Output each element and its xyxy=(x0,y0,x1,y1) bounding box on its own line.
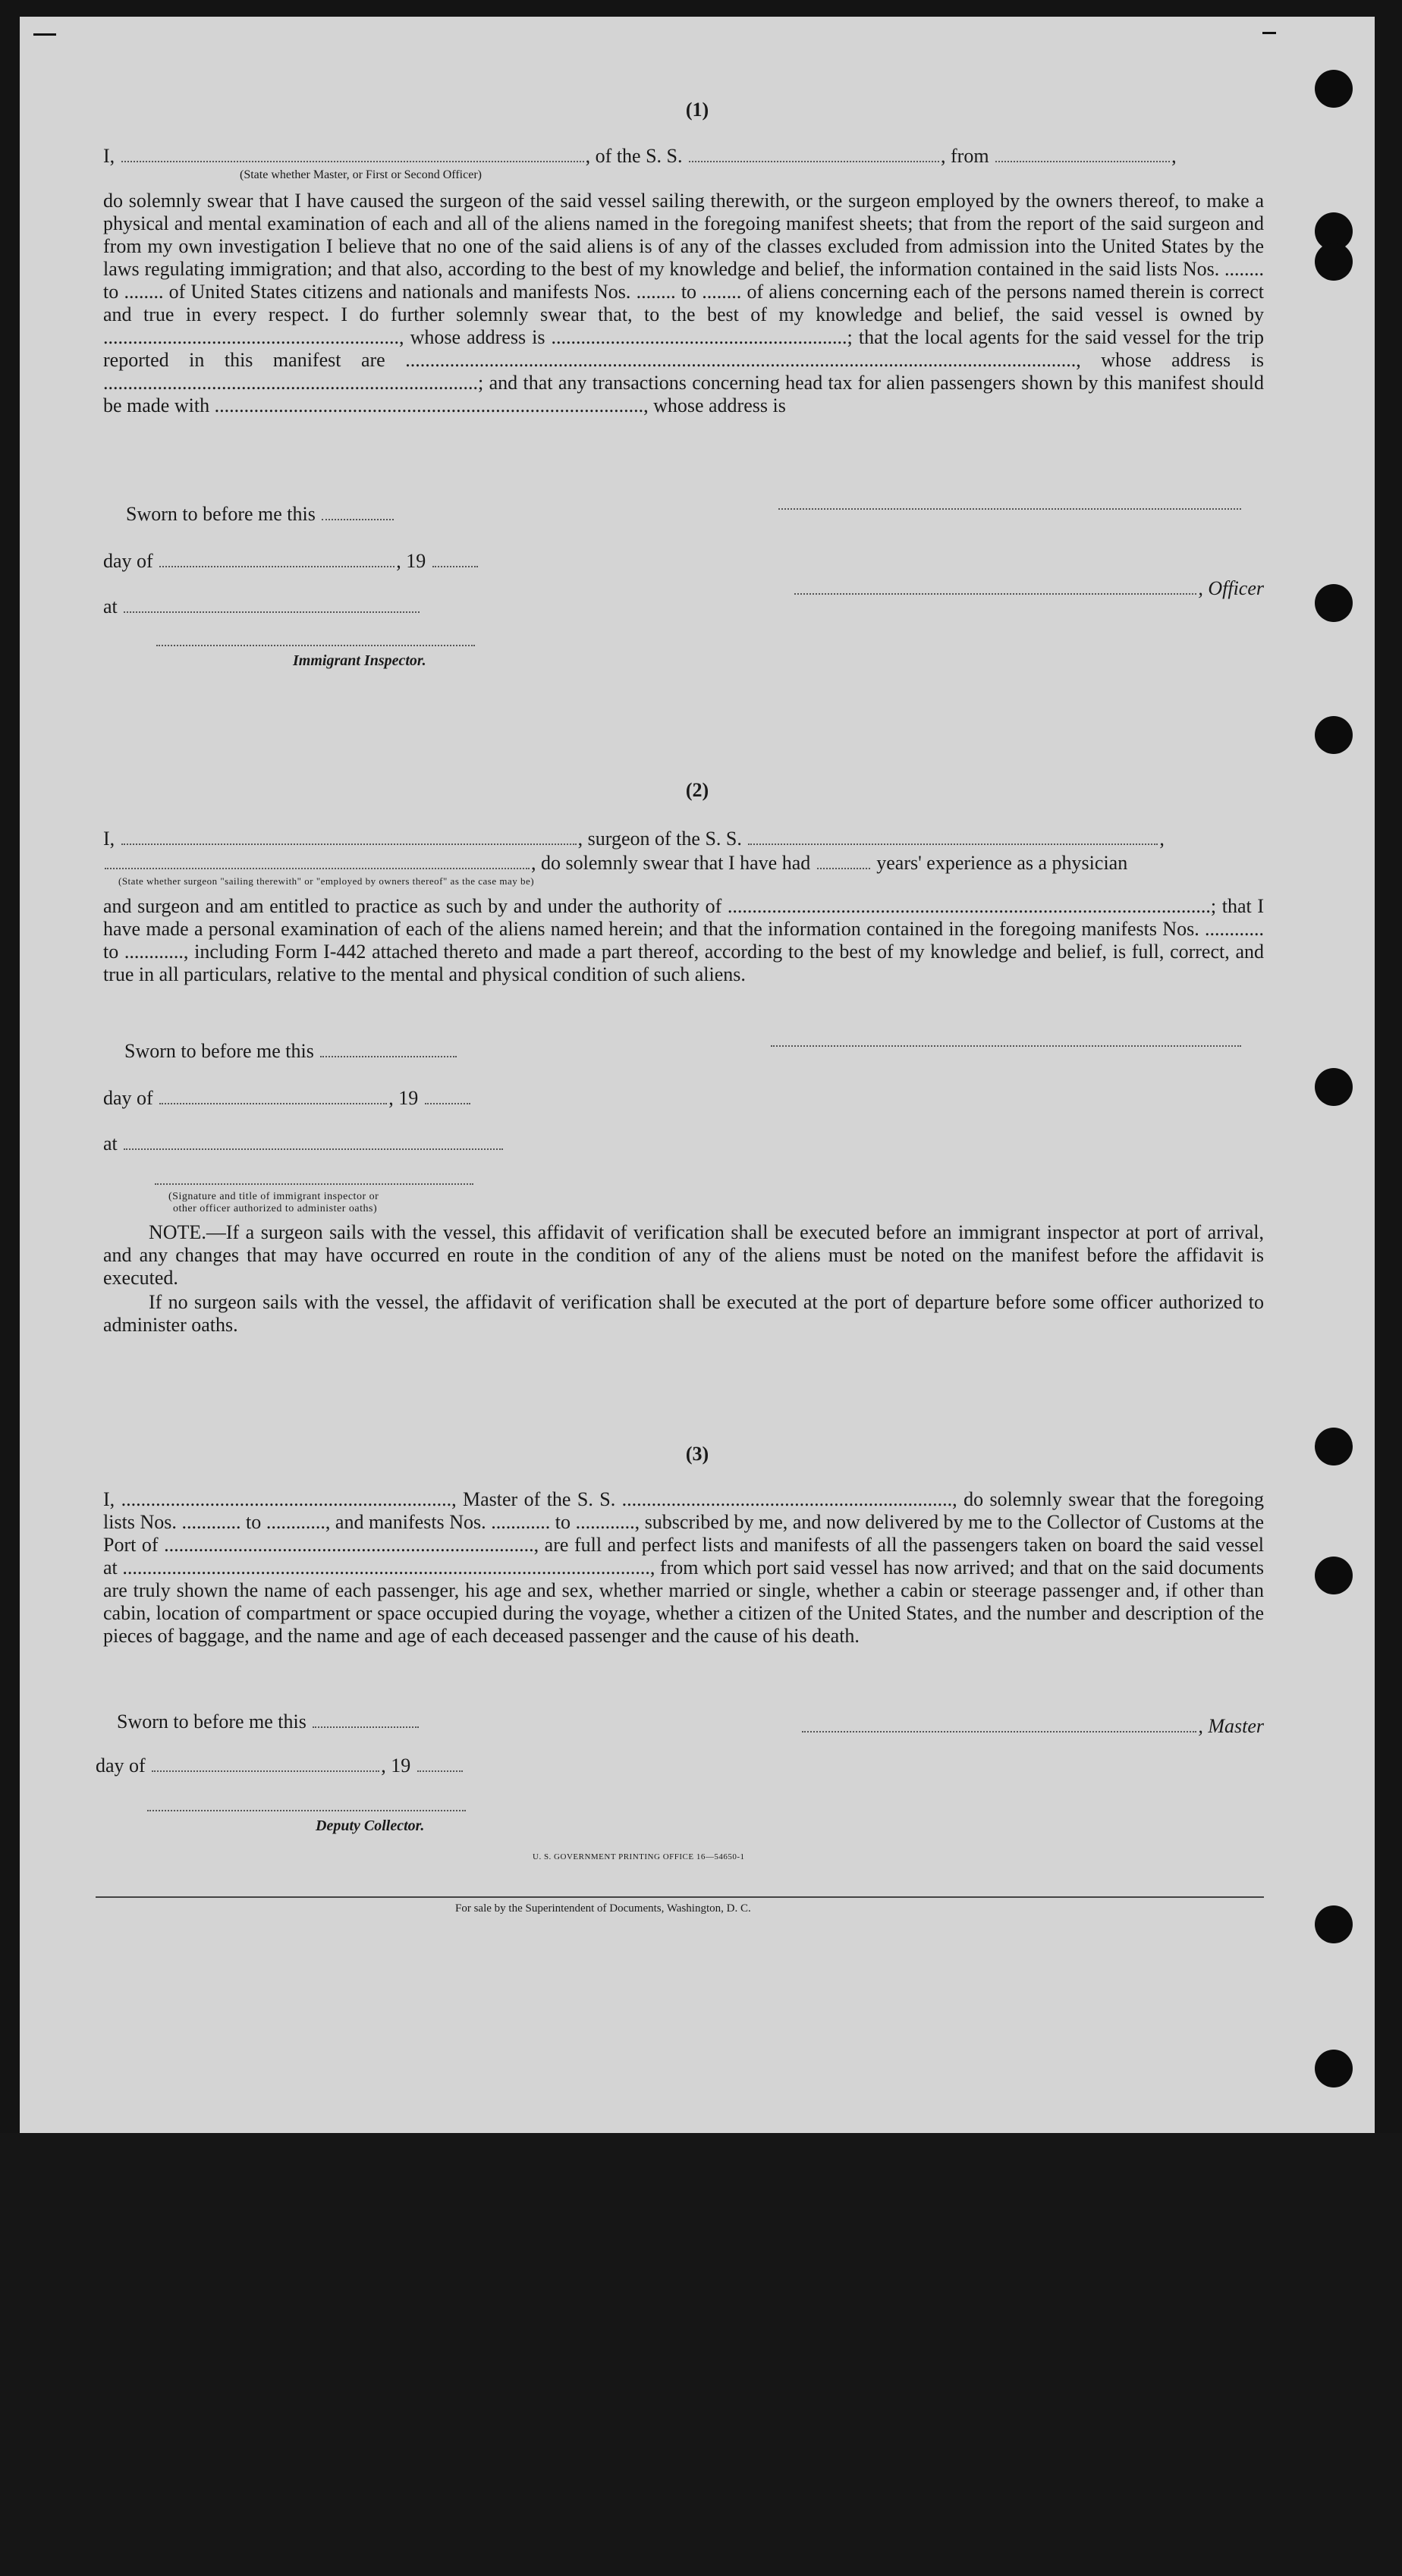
inspector-signature-line-2[interactable] xyxy=(155,1183,473,1185)
note-paragraph-2: If no surgeon sails with the vessel, the affidavit of verification shall be executed at the port of departure before some officer authorized to administer oaths. xyxy=(103,1291,1264,1336)
day-field[interactable] xyxy=(159,549,395,567)
officer-field[interactable] xyxy=(121,144,584,162)
punch-hole xyxy=(1315,1557,1353,1594)
signature-line-1[interactable] xyxy=(778,508,1241,510)
for-sale-note: For sale by the Superintendent of Documents, Washington, D. C. xyxy=(455,1902,751,1915)
year-field[interactable] xyxy=(432,549,478,567)
punch-hole xyxy=(1315,716,1353,754)
year-field-3[interactable] xyxy=(417,1754,463,1772)
section-2-first-line: I, , surgeon of the S. S. , xyxy=(103,828,1165,850)
footer-rule xyxy=(96,1896,1264,1898)
at-field-2[interactable] xyxy=(124,1132,503,1150)
officer-signature-field[interactable] xyxy=(794,576,1196,595)
signature-line-2[interactable] xyxy=(771,1045,1241,1047)
deputy-signature-line[interactable] xyxy=(147,1810,466,1811)
vessel-field[interactable] xyxy=(689,144,939,162)
officer-note: (State whether Master, or First or Second Officer) xyxy=(240,168,482,181)
sworn-2: Sworn to before me this xyxy=(124,1039,1285,1063)
day-of-1: day of , 19 xyxy=(103,549,1264,573)
punch-hole xyxy=(1315,2050,1353,2088)
sworn-date-field-3[interactable] xyxy=(313,1710,419,1728)
punch-hole xyxy=(1315,1068,1353,1106)
officer-line: , Officer xyxy=(771,576,1264,600)
surgeon-vessel-field[interactable] xyxy=(748,827,1158,845)
section-2-paragraph: and surgeon and am entitled to practice as such by and under the authority of ..................................................................................................; that I have made a personal examination of each of the aliens named herein; and that the information contained in the foregoing manifests Nos. ............ to ............, including Form I-442 attached thereto and made a part thereof, according to the best of my knowledge and belief, is full, correct, and true in all particulars, relative to the mental and physical condition of such aliens. xyxy=(103,895,1264,985)
day-field-3[interactable] xyxy=(152,1754,379,1772)
surgeon-note: (State whether surgeon "sailing therewith" or "employed by owners thereof" as the case may be) xyxy=(118,875,535,887)
surgeon-name-field[interactable] xyxy=(121,827,577,845)
printing-office: U. S. GOVERNMENT PRINTING OFFICE 16—54650-1 xyxy=(533,1852,745,1861)
master-line: , Master xyxy=(763,1714,1264,1738)
at-1: at xyxy=(103,595,1264,618)
section-2-second-line: , do solemnly swear that I have had years' experience as a physician xyxy=(103,851,1264,875)
year-field-2[interactable] xyxy=(425,1086,470,1104)
inspector-signature-line[interactable] xyxy=(156,645,475,646)
section-1-paragraph: do solemnly swear that I have caused the surgeon of the said vessel sailing therewith, or the surgeon employed by the owners thereof, to make a physical and mental examination of each and all of the aliens named in the foregoing manifest sheets; that from the report of the said surgeon and from my own investigation I believe that no one of the said aliens is of any of the classes excluded from admission into the United States by the laws regulating immigration; and that also, according to the best of my knowledge and belief, the information contained in the said lists Nos. ........ to ........ of United States citizens and nationals and manifests Nos. ........ to ........ of aliens concerning each of the persons named therein is correct and true in every respect. I do further solemnly swear that, to the best of my knowledge and belief, the said vessel is owned by ............................................................, whose address is ............................................................; that the local agents for the said vessel for the trip reported in this manifest are ........................................................................................................................................, whose address is ............................................................................; and that any transactions concerning head tax for alien passengers shown by this manifest should be made with ......................................................................................., whose address is xyxy=(103,190,1264,416)
from-field[interactable] xyxy=(995,144,1170,162)
punch-hole xyxy=(1315,1905,1353,1943)
day-of-3: day of , 19 xyxy=(96,1754,1256,1777)
day-field-2[interactable] xyxy=(159,1086,387,1104)
section-1-first-line: I, , of the S. S. , from , xyxy=(103,145,1177,167)
punch-hole xyxy=(1315,243,1353,281)
at-field[interactable] xyxy=(124,595,420,613)
master-signature-field[interactable] xyxy=(802,1714,1196,1733)
scan-background xyxy=(0,2133,1402,2576)
sig-note-1: (Signature and title of immigrant inspector or xyxy=(168,1191,379,1202)
inspector-label: Immigrant Inspector. xyxy=(293,652,426,669)
at-2: at xyxy=(103,1132,1264,1155)
scan-mark xyxy=(1262,32,1276,34)
note-paragraph-1: NOTE.—If a surgeon sails with the vessel, this affidavit of verification shall be executed before an immigrant inspector at port of arrival, and any changes that may have occurred en route in the condition of any of the aliens must be noted on the manifest before the affidavit is executed. xyxy=(103,1221,1264,1289)
sworn-date-field-2[interactable] xyxy=(320,1039,457,1057)
punch-hole xyxy=(1315,584,1353,622)
scan-mark xyxy=(33,33,56,36)
sig-note-2: other officer authorized to administer oaths) xyxy=(173,1203,378,1214)
sworn-date-field[interactable] xyxy=(322,502,394,520)
day-of-2: day of , 19 xyxy=(103,1086,1264,1110)
form-page xyxy=(20,17,1375,2133)
section-2-number: (2) xyxy=(685,779,709,801)
section-1-number: (1) xyxy=(685,99,709,121)
sworn-1: Sworn to before me this xyxy=(126,502,1287,526)
deputy-label: Deputy Collector. xyxy=(316,1817,425,1834)
surgeon-type-field[interactable] xyxy=(105,851,530,869)
years-field[interactable] xyxy=(817,851,870,869)
section-3-number: (3) xyxy=(685,1443,709,1465)
section-3-paragraph: I, ..................................................................., Master of the S. S. ..................................................................., do solemnly swear that the foregoing lists Nos. ............ to ............, and manifests Nos. ............ to ............, subscribed by me, and now delivered by me to the Collector of Customs at the Port of ..........................................................................., are full and perfect lists and manifests of all the passengers taken on board the said vessel at ..........................................................................................................., from which port said vessel has now arrived; and that on the said documents are truly shown the name of each passenger, his age and sex, whether married or single, whether a cabin or steerage passenger and, if other than cabin, location of compartment or space occupied during the voyage, whether a citizen of the United States, and the number and description of the pieces of baggage, and the name and age of each deceased passenger and the cause of his death. xyxy=(103,1488,1264,1647)
sworn-3: Sworn to before me this xyxy=(117,1710,1278,1733)
